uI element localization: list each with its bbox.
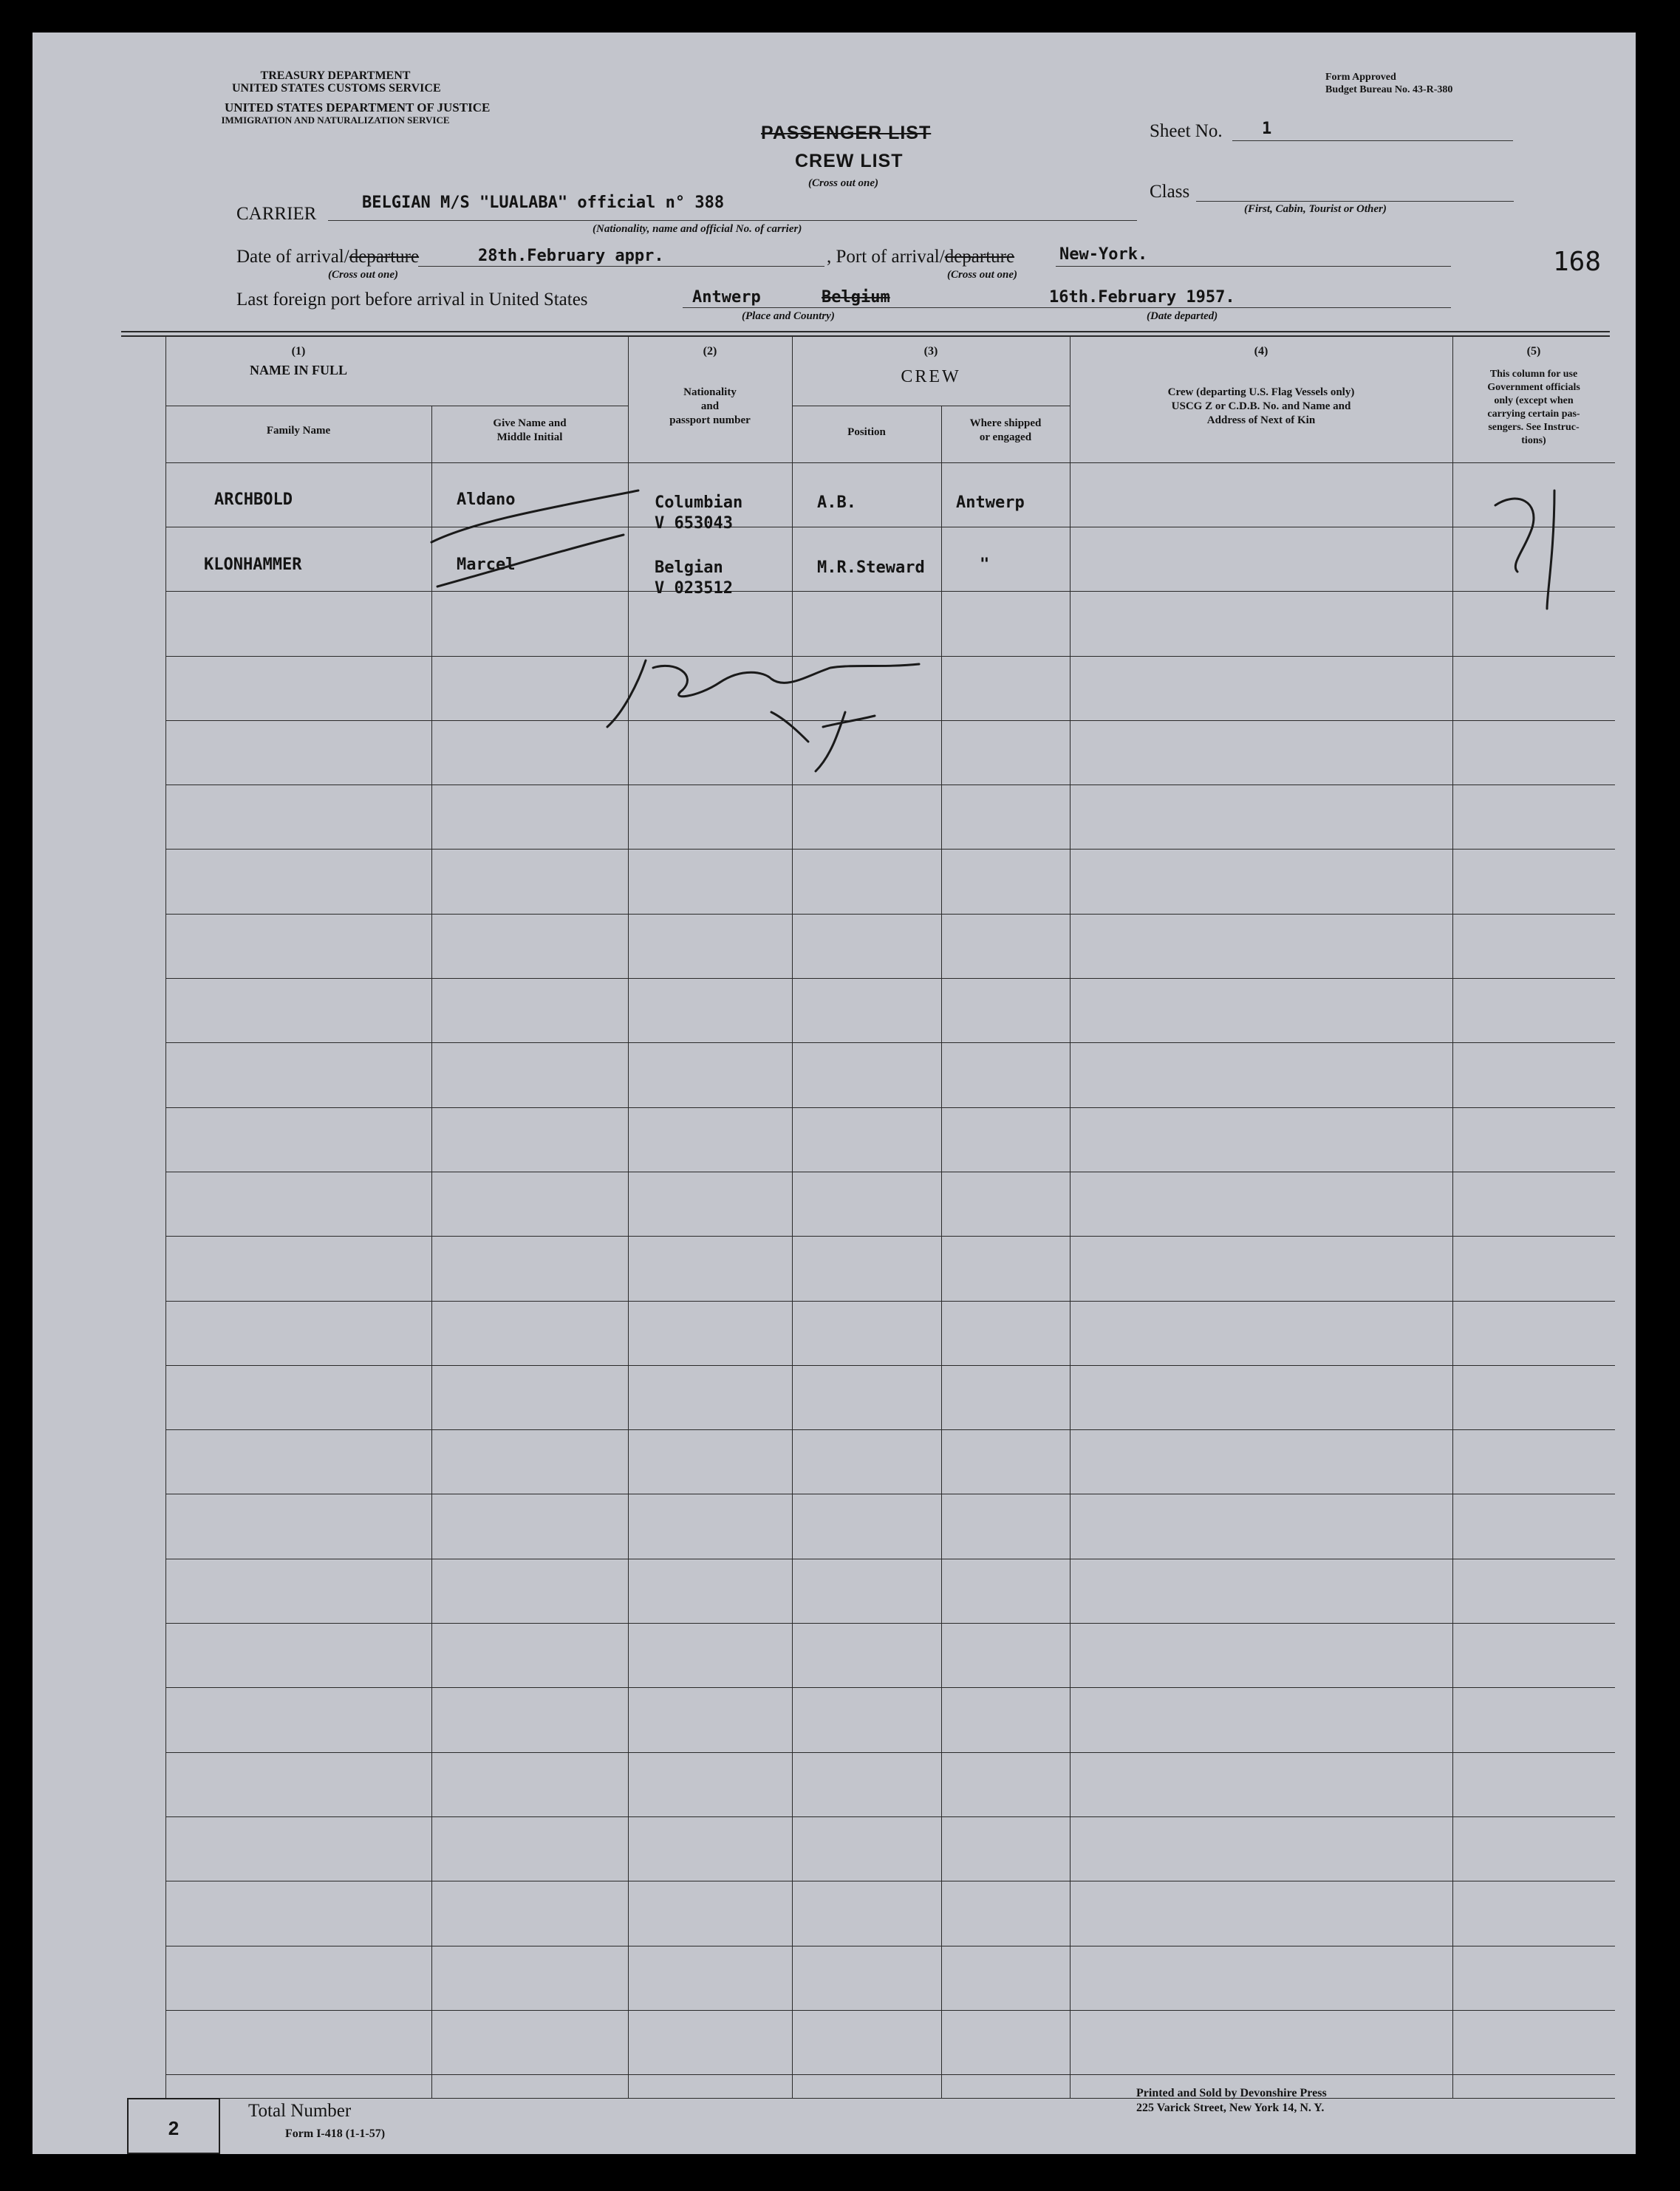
row-1-family: ARCHBOLD	[214, 491, 293, 509]
printer-info	[1136, 2086, 1327, 2116]
col4-number: (4)	[1254, 345, 1268, 358]
total-number-box	[127, 2098, 220, 2154]
col4-title-line-1: Crew (departing U.S. Flag Vessels only)	[1167, 386, 1355, 398]
row-2-position: M.R.Steward	[817, 558, 925, 577]
row-2-given: Marcel	[457, 556, 516, 574]
date-cross-out-note: (Cross out one)	[328, 269, 399, 281]
port-value: New-York.	[1059, 245, 1148, 264]
family-name-header: Family Name	[266, 425, 331, 437]
last-port-country: Belgium	[822, 288, 890, 307]
printer-line-2: 225 Varick Street, New York 14, N. Y.	[1136, 2102, 1325, 2114]
col2-title-line-2: and	[700, 400, 720, 412]
position-header: Position	[847, 426, 886, 438]
given-name-header-line-2: Middle Initial	[496, 431, 563, 443]
total-number-value: 2	[168, 2117, 180, 2139]
class-note: (First, Cabin, Tourist or Other)	[1244, 203, 1387, 215]
title-cross-out-note: (Cross out one)	[808, 177, 879, 189]
row-1-nationality: Columbian	[655, 493, 743, 512]
row-2-passport: V 023512	[655, 579, 733, 598]
col5-number: (5)	[1526, 345, 1541, 358]
agency-line-1: TREASURY DEPARTMENT	[260, 69, 411, 82]
row-1-position: A.B.	[817, 493, 856, 512]
total-number-label: Total Number	[248, 2101, 352, 2121]
carrier-value: BELGIAN M/S "LUALABA" official n° 388	[362, 194, 725, 212]
port-label-prefix: , Port of arrival/	[827, 247, 945, 267]
where-header-line-2: or engaged	[979, 431, 1032, 443]
sheet-no-label: Sheet No.	[1150, 121, 1223, 141]
col4-title-line-3: Address of Next of Kin	[1206, 414, 1316, 426]
port-cross-out-note: (Cross out one)	[947, 269, 1018, 281]
last-port-port: Antwerp	[692, 288, 761, 307]
col4-title-line-2: USCG Z or C.D.B. No. and Name and	[1171, 400, 1351, 412]
last-port-date: 16th.February 1957.	[1049, 288, 1235, 307]
given-name-header-line-1: Give Name and	[493, 417, 567, 429]
form-approved-line-2: Budget Bureau No. 43-R-380	[1325, 84, 1453, 95]
row-2-where: "	[980, 556, 990, 574]
date-label-struck: departure	[349, 247, 420, 267]
printer-line-1: Printed and Sold by Devonshire Press	[1136, 2087, 1327, 2099]
col1-title: NAME IN FULL	[249, 363, 347, 377]
agency-line-2: UNITED STATES CUSTOMS SERVICE	[232, 82, 441, 95]
handwritten-signature	[33, 33, 1636, 2154]
col5-title-line-5: sengers. See Instruc-	[1488, 422, 1580, 433]
col2-title-line-1: Nationality	[683, 386, 737, 398]
where-header-line-1: Where shipped	[969, 417, 1042, 429]
agency-line-4: IMMIGRATION AND NATURALIZATION SERVICE	[221, 114, 450, 126]
page-number: 168	[1553, 247, 1602, 277]
form-number: Form I-418 (1-1-57)	[285, 2127, 386, 2140]
class-label: Class	[1150, 182, 1190, 202]
crew-list-form	[33, 33, 1636, 2154]
col3-title: CREW	[901, 367, 961, 386]
col5-title-line-4: carrying certain pas-	[1487, 409, 1580, 420]
col2-title-line-3: passport number	[669, 414, 751, 426]
passenger-list-title: PASSENGER LIST	[761, 123, 932, 143]
date-label-prefix: Date of arrival/	[236, 247, 349, 267]
col5-title-line-6: tions)	[1521, 435, 1546, 446]
sheet-no-value: 1	[1262, 120, 1272, 138]
col5-title-line-2: Government officials	[1487, 382, 1580, 393]
col5-title-line-3: only (except when	[1494, 395, 1574, 406]
carrier-note: (Nationality, name and official No. of carrier)	[593, 223, 802, 235]
row-1-passport: V 653043	[655, 514, 733, 533]
place-country-note: (Place and Country)	[742, 310, 835, 322]
crew-list-title: CREW LIST	[795, 151, 904, 171]
row-2-family: KLONHAMMER	[204, 556, 302, 574]
date-departed-note: (Date departed)	[1147, 310, 1218, 322]
form-approved-line-1: Form Approved	[1325, 72, 1396, 83]
date-value: 28th.February appr.	[478, 247, 664, 265]
carrier-label: CARRIER	[236, 204, 317, 224]
col1-number: (1)	[291, 345, 306, 358]
port-label-struck: departure	[944, 247, 1015, 267]
col2-number: (2)	[703, 345, 717, 358]
row-1-given: Aldano	[457, 491, 516, 509]
col5-title-line-1: This column for use	[1489, 369, 1578, 380]
last-port-label: Last foreign port before arrival in United States	[236, 290, 588, 310]
row-1-where: Antwerp	[956, 493, 1025, 512]
row-2-nationality: Belgian	[655, 558, 723, 577]
agency-line-3: UNITED STATES DEPARTMENT OF JUSTICE	[225, 100, 491, 114]
col3-number: (3)	[923, 345, 938, 358]
